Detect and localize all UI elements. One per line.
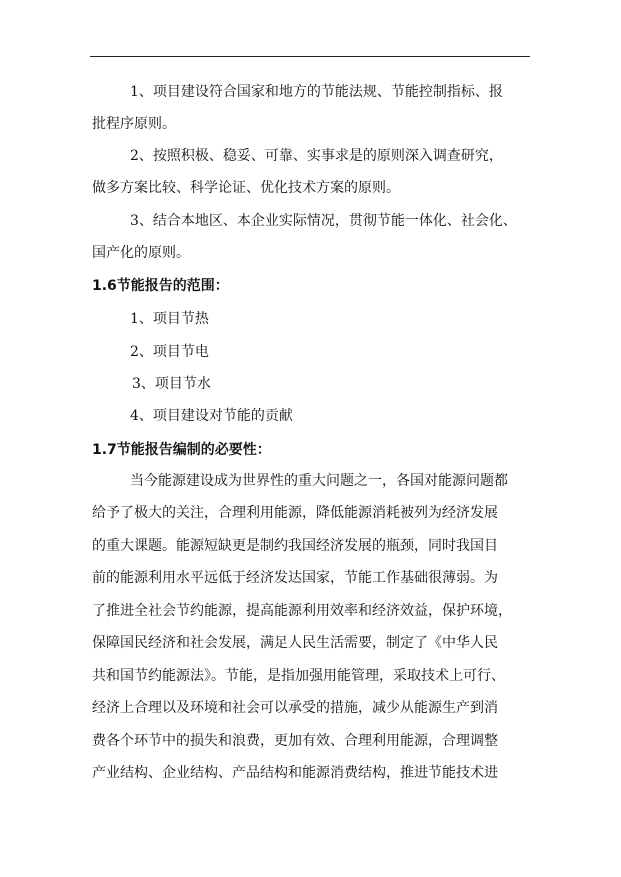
section-heading-scope: 1.6节能报告的范围： xyxy=(92,278,229,294)
scope-item-4: 4、项目建设对节能的贡献 xyxy=(130,408,293,424)
section-heading-necessity: 1.7节能报告编制的必要性： xyxy=(92,442,271,458)
principle-2-line-2: 做多方案比较、科学论证、优化技术方案的原则。 xyxy=(92,180,400,196)
paragraph-line: 经济上合理以及环境和社会可以承受的措施，减少从能源生产到消 xyxy=(92,700,498,716)
principle-3-line-1: 3、结合本地区、本企业实际情况，贯彻节能一体化、社会化、 xyxy=(130,213,517,229)
paragraph-line: 保障国民经济和社会发展，满足人民生活需要，制定了《中华人民 xyxy=(92,635,498,651)
paragraph-line: 给予了极大的关注，合理利用能源，降低能源消耗被列为经济发展 xyxy=(92,505,498,521)
paragraph-line: 的重大课题。能源短缺更是制约我国经济发展的瓶颈，同时我国目 xyxy=(92,538,498,554)
principle-3-line-2: 国产化的原则。 xyxy=(92,245,190,261)
scope-item-3: 3、项目节水 xyxy=(132,376,211,392)
scope-item-2: 2、项目节电 xyxy=(130,344,209,360)
principle-2-line-1: 2、按照积极、稳妥、可靠、实事求是的原则深入调查研究， xyxy=(130,148,503,164)
scope-item-1: 1、项目节热 xyxy=(130,311,209,327)
paragraph-line: 共和国节约能源法》。节能，是指加强用能管理，采取技术上可行、 xyxy=(92,668,505,684)
paragraph-line: 前的能源利用水平远低于经济发达国家，节能工作基础很薄弱。为 xyxy=(92,570,498,586)
paragraph-line: 费各个环节中的损失和浪费，更加有效、合理利用能源，合理调整 xyxy=(92,733,498,749)
paragraph-line: 了推进全社会节约能源，提高能源利用效率和经济效益，保护环境， xyxy=(92,603,512,619)
principle-1-line-1: 1、项目建设符合国家和地方的节能法规、节能控制指标、报 xyxy=(130,84,503,100)
paragraph-line: 当今能源建设成为世界性的重大问题之一，各国对能源问题都 xyxy=(130,473,508,489)
principle-1-line-2: 批程序原则。 xyxy=(92,116,176,132)
paragraph-line: 产业结构、企业结构、产品结构和能源消费结构，推进节能技术进 xyxy=(92,765,498,781)
header-rule xyxy=(90,56,530,57)
